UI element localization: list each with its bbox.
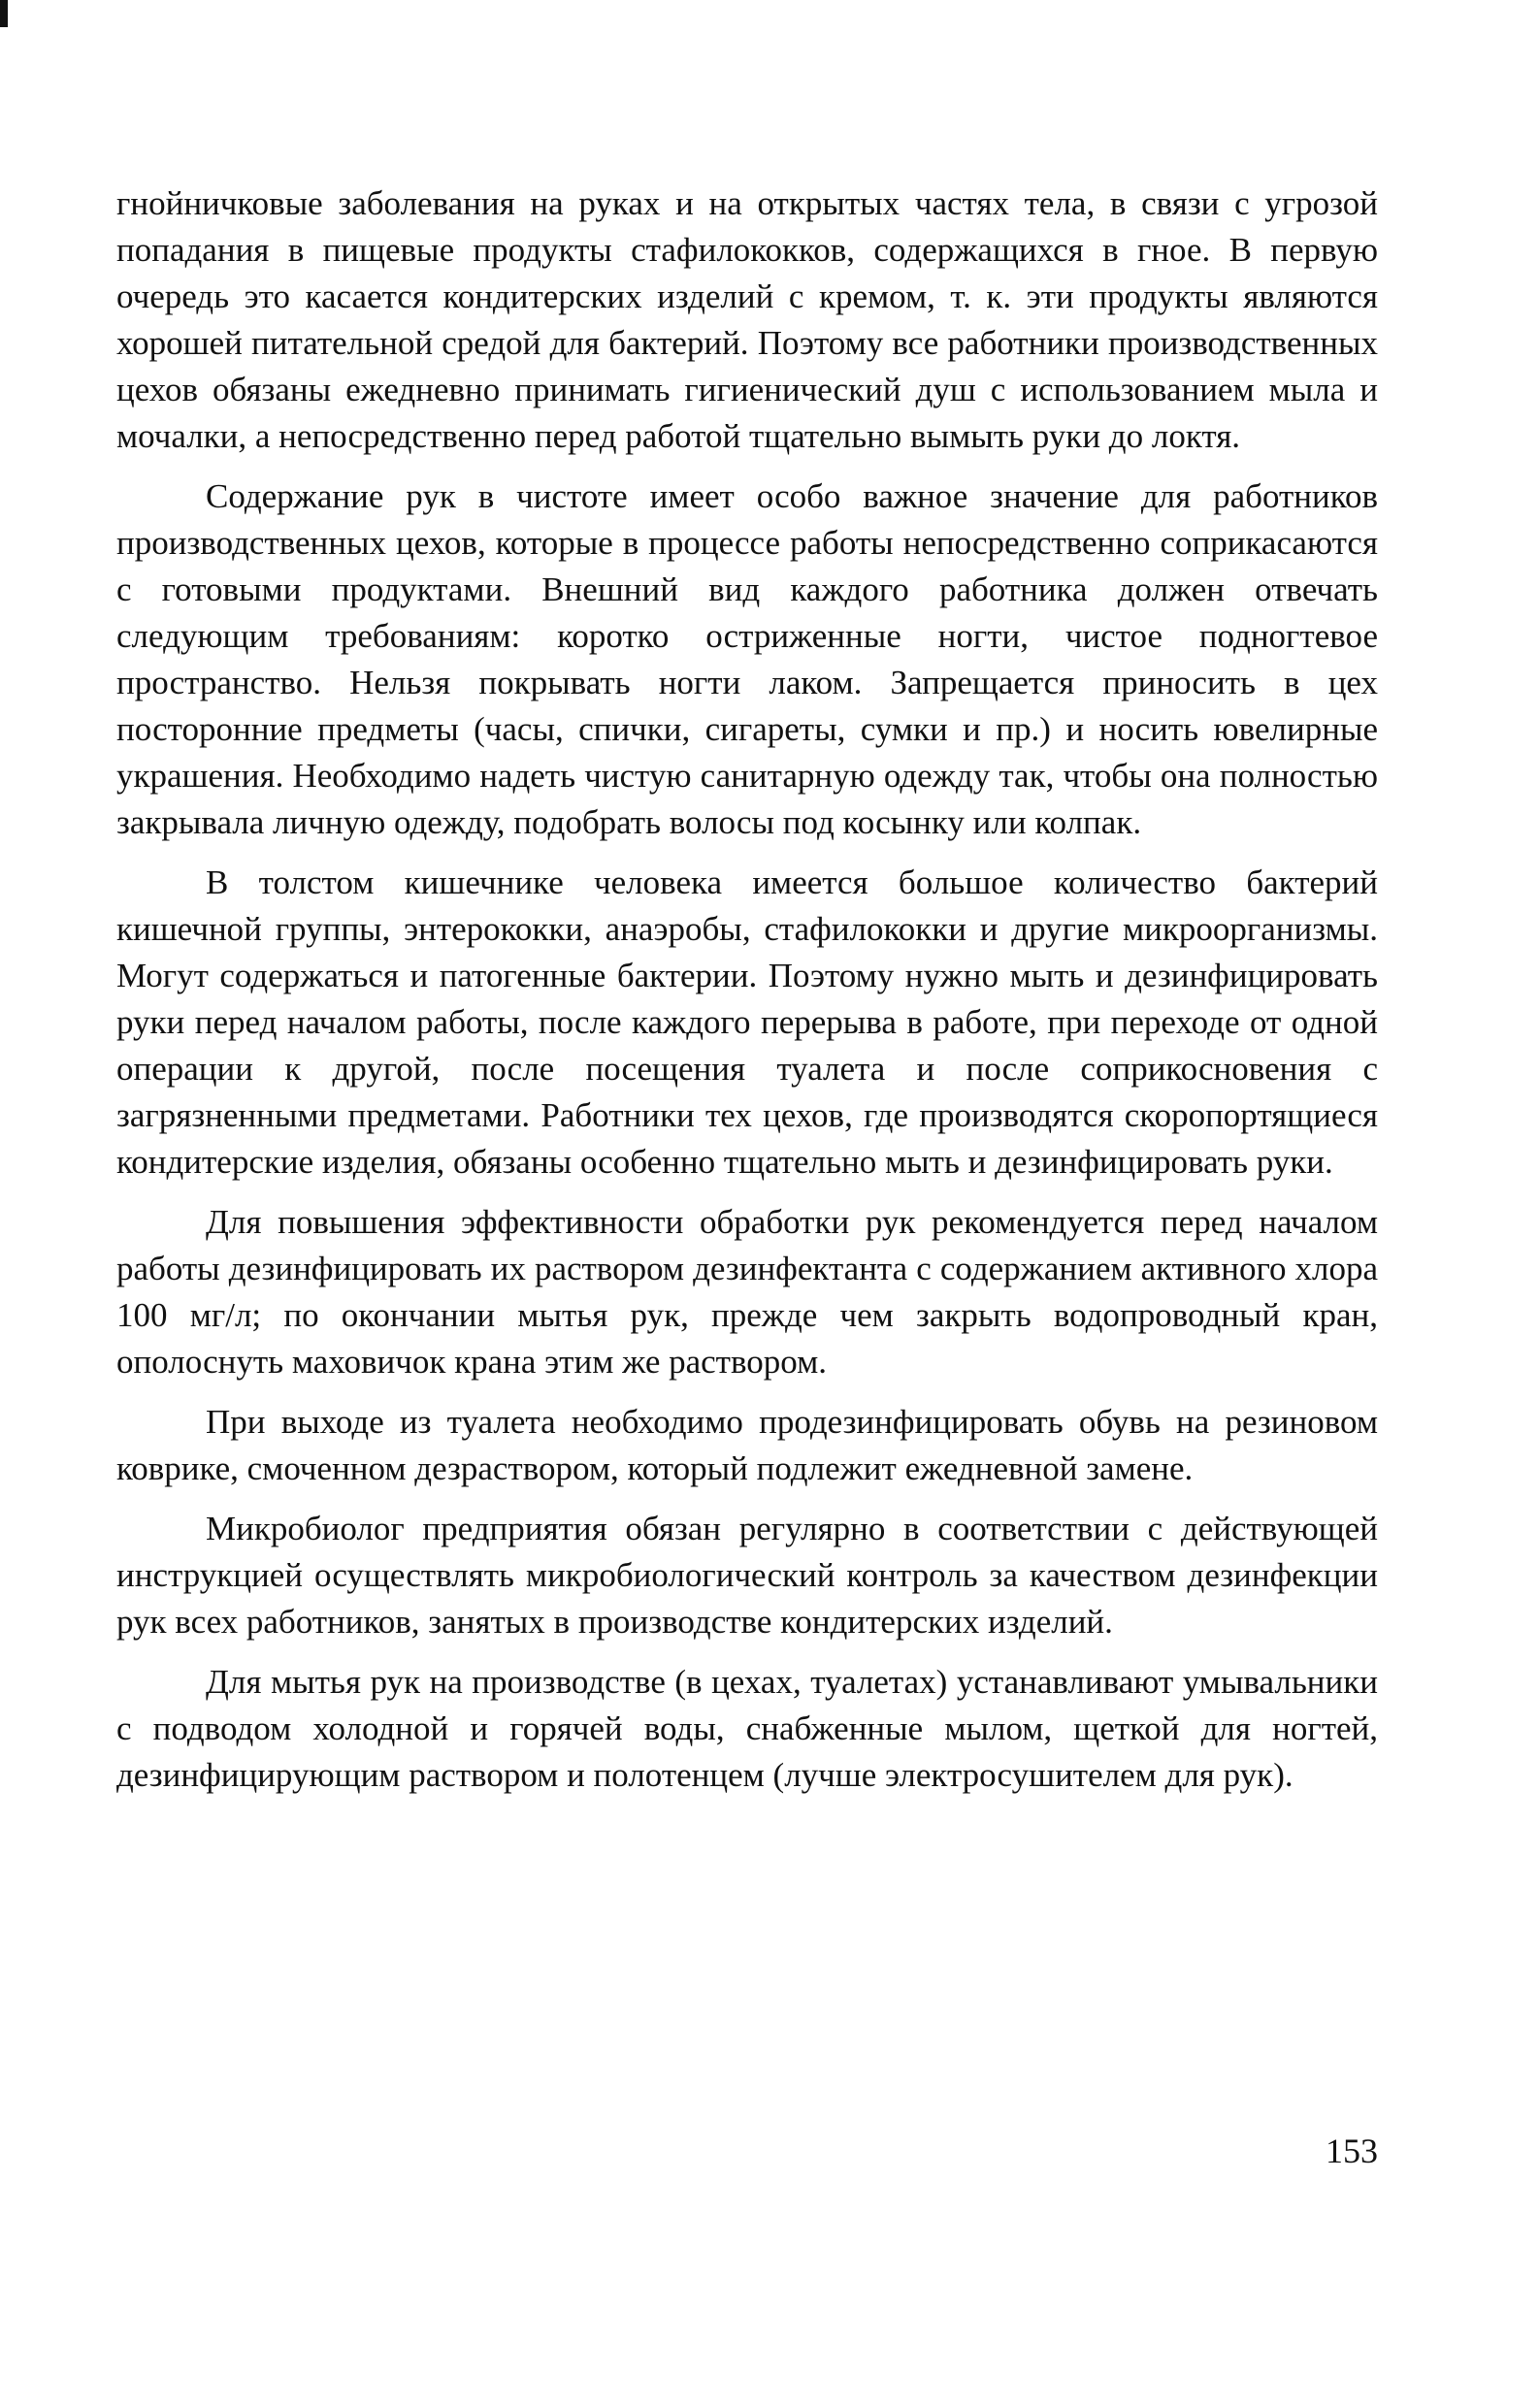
paragraph-microbiologist: Микробиолог предприятия обязан регулярно в соответствии с действующей инструкцией осуществлять микробиологический контроль за качеством дезинфекции рук всех работников, занятых в производстве кондитерских изделий.: [116, 1510, 1378, 1641]
body-text: [116, 180, 1378, 1799]
paragraph-toilet-exit: При выходе из туалета необходимо продезинфицировать обувь на резиновом коврике, смоченном дезраствором, который подлежит ежедневной замене.: [116, 1403, 1378, 1487]
paragraph-disinfection-efficiency: Для повышения эффективности обработки рук рекомендуется перед началом работы дезинфицировать их раствором дезинфектанта с содержанием активного хлора 100 мг/л; по окончании мытья рук, прежде чем закрыть водопроводный кран, ополоснуть маховичок крана этим же раствором.: [116, 1203, 1378, 1381]
scan-corner-mark: [0, 0, 8, 27]
paragraph-continuation: гнойничковые заболевания на руках и на открытых частях тела, в связи с угрозой попадания в пищевые продукты стафилококков, содержащихся в гное. В первую очередь это касается кондитерских изделий с кремом, т. к. эти продукты являются хорошей питательной средой для бактерий. Поэтому все работники производственных цехов обязаны ежедневно принимать гигиенический душ с использованием мыла и мочалки, а непосредственно перед работой тщательно вымыть руки до локтя.: [116, 184, 1378, 455]
paragraph-intestinal-bacteria: В толстом кишечнике человека имеется большое количество бактерий кишечной группы, энтерококки, анаэробы, стафилококки и другие микроорганизмы. Могут содержаться и патогенные бактерии. Поэтому нужно мыть и дезинфицировать руки перед началом работы, после каждого перерыва в работе, при переходе от одной операции к другой, после посещения туалета и после соприкосновения с загрязненными предметами. Работники тех цехов, где производятся скоропортящиеся кондитерские изделия, обязаны особенно тщательно мыть и дезинфицировать руки.: [116, 863, 1378, 1181]
paragraph-hand-hygiene: Содержание рук в чистоте имеет особо важное значение для работников производственных цехов, которые в процессе работы непосредственно соприкасаются с готовыми продуктами. Внешний вид каждого работника должен отвечать следующим требованиям: коротко остриженные ногти, чистое подногтевое пространство. Нельзя покрывать ногти лаком. Запрещается приносить в цех посторонние предметы (часы, спички, сигареты, сумки и пр.) и носить ювелирные украшения. Необходимо надеть чистую санитарную одежду так, чтобы она полностью закрывала личную одежду, подобрать волосы под косынку или колпак.: [116, 477, 1378, 841]
paragraph-washbasins: Для мытья рук на производстве (в цехах, туалетах) устанавливают умывальники с подводом холодной и горячей воды, снабженные мылом, щеткой для ногтей, дезинфицирующим раствором и полотенцем (лучше электросушителем для рук).: [116, 1663, 1378, 1794]
page-number: 153: [1326, 2131, 1378, 2170]
